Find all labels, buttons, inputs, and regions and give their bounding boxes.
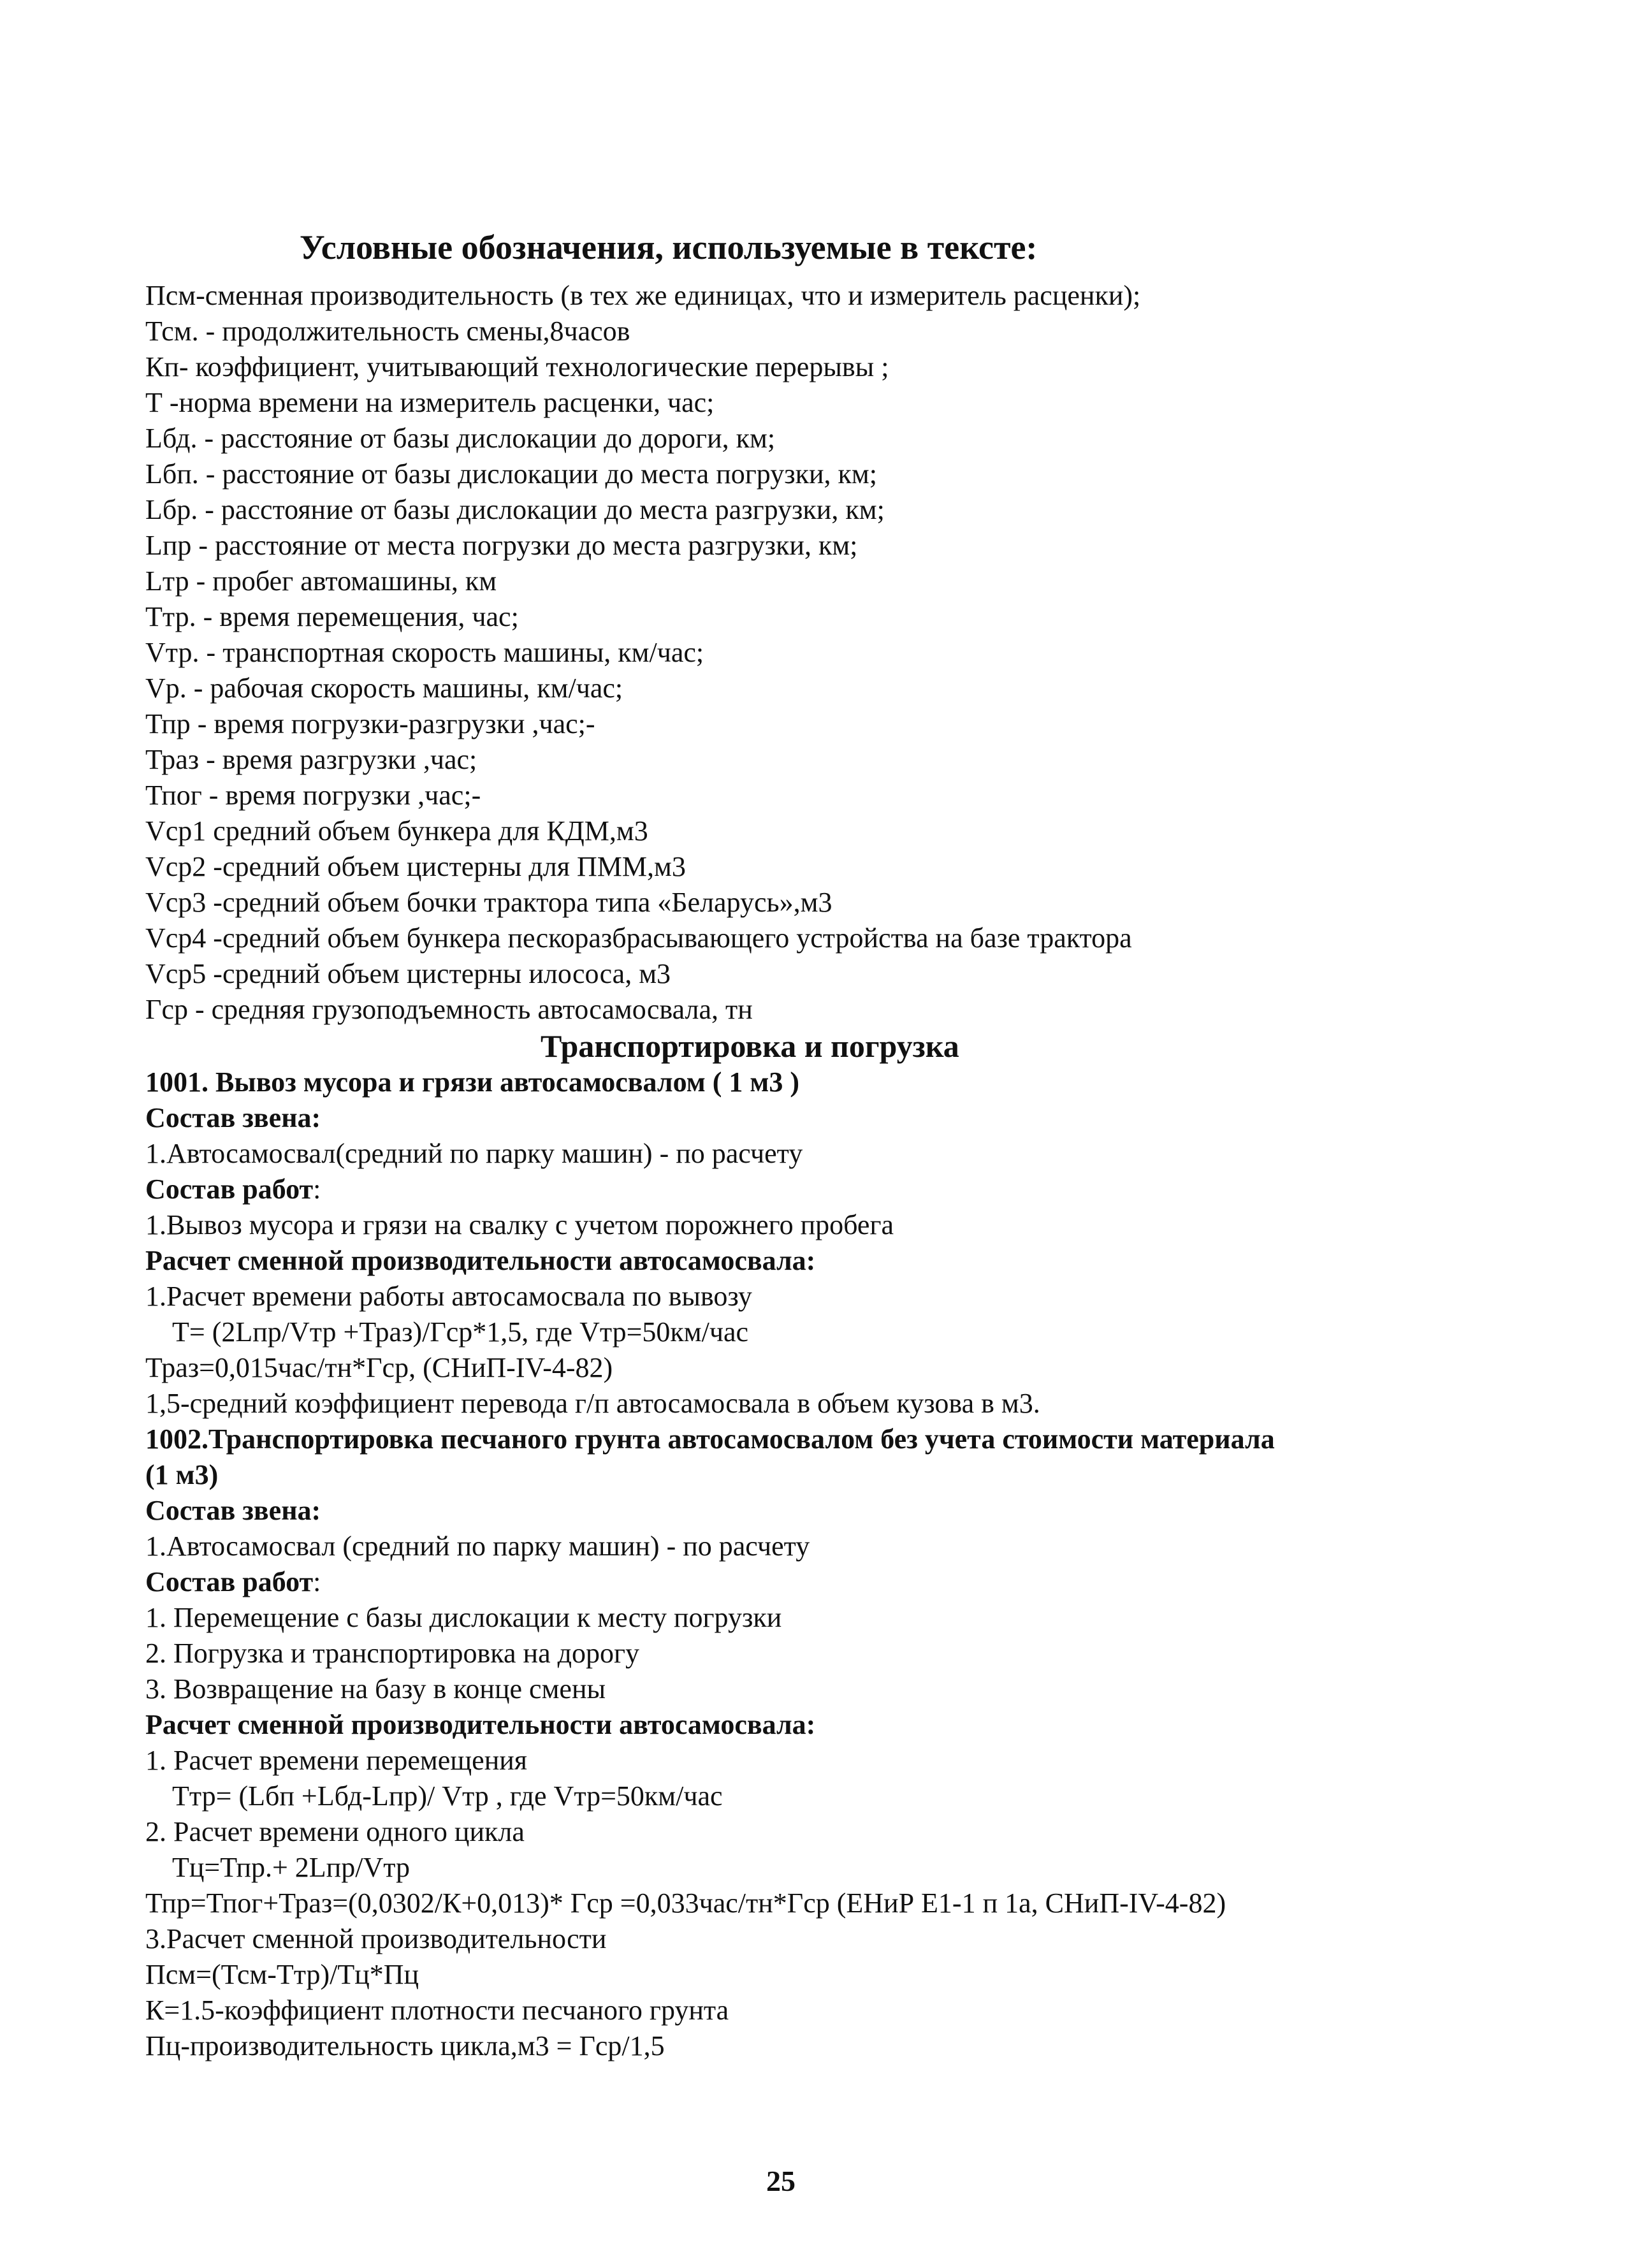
formula: Псм=(Тсм-Ттр)/Тц*Пц bbox=[145, 1959, 419, 1990]
works-item: 2. Погрузка и транспортировка на дорогу bbox=[145, 1638, 640, 1669]
calc-item: 1. Расчет времени перемещения bbox=[145, 1745, 528, 1776]
calc-heading: Расчет сменной производительности автосамосвала: bbox=[145, 1709, 816, 1740]
legend-title: Условные обозначения, используемые в тексте: bbox=[300, 228, 1038, 266]
formula: Траз=0,015час/тн*Гср, (СНиП-IV-4-82) bbox=[145, 1352, 613, 1383]
page-number: 25 bbox=[766, 2165, 796, 2197]
works-heading-colon: : bbox=[313, 1566, 321, 1597]
legend-item: Vр. - рабочая скорость машины, км/час; bbox=[145, 672, 623, 704]
legend-item: Гср - средняя грузоподъемность автосамосвала, тн bbox=[145, 994, 753, 1025]
calc-item: 1.Расчет времени работы автосамосвала по вывозу bbox=[145, 1281, 752, 1312]
calc-item: 3.Расчет сменной производительности bbox=[145, 1923, 607, 1954]
legend-item: Псм-сменная производительность (в тех же единицах, что и измеритель расценки); bbox=[145, 280, 1141, 311]
crew-heading: Состав звена: bbox=[145, 1102, 321, 1133]
legend-item: Vср4 -средний объем бункера пескоразбрасывающего устройства на базе трактора bbox=[145, 922, 1132, 954]
section-title: Транспортировка и погрузка bbox=[541, 1028, 959, 1064]
legend-item: Vср3 -средний объем бочки трактора типа «Беларусь»,м3 bbox=[145, 887, 832, 918]
works-heading-colon: : bbox=[313, 1174, 321, 1205]
calc-heading: Расчет сменной производительности автосамосвала: bbox=[145, 1245, 816, 1276]
legend-item: Тпр - время погрузки-разгрузки ,час;- bbox=[145, 708, 595, 739]
legend-item: Траз - время разгрузки ,час; bbox=[145, 744, 477, 775]
legend-item: Lпр - расстояние от места погрузки до места разгрузки, км; bbox=[145, 530, 858, 561]
note: 1,5-средний коэффициент перевода г/п автосамосвала в объем кузова в м3. bbox=[145, 1388, 1040, 1419]
legend-item: Lбп. - расстояние от базы дислокации до места погрузки, км; bbox=[145, 458, 877, 490]
works-item: 3. Возвращение на базу в конце смены bbox=[145, 1673, 606, 1705]
works-item: 1.Вывоз мусора и грязи на свалку с учетом порожнего пробега bbox=[145, 1209, 894, 1240]
legend-item: Т -норма времени на измеритель расценки, час; bbox=[145, 387, 715, 418]
legend-item: Тсм. - продолжительность смены,8часов bbox=[145, 316, 630, 347]
formula: Ттр= (Lбп +Lбд-Lпр)/ Vтр , где Vтр=50км/час bbox=[172, 1780, 723, 1812]
legend-item: Lтр - пробег автомашины, км bbox=[145, 565, 497, 597]
formula: Тпр=Тпог+Траз=(0,0302/К+0,013)* Гср =0,033час/тн*Гср (ЕНиР Е1-1 п 1а, СНиП-IV-4-82) bbox=[145, 1887, 1226, 1919]
calc-item: 2. Расчет времени одного цикла bbox=[145, 1816, 525, 1847]
works-heading-label: Состав работ bbox=[145, 1174, 314, 1205]
section-1002-title-unit: (1 м3) bbox=[145, 1459, 219, 1490]
legend-item: Ттр. - время перемещения, час; bbox=[145, 601, 519, 632]
legend-item: Кп- коэффициент, учитывающий технологические перерывы ; bbox=[145, 351, 889, 382]
crew-item: 1.Автосамосвал (средний по парку машин) - по расчету bbox=[145, 1530, 810, 1562]
legend-item: Тпог - время погрузки ,час;- bbox=[145, 780, 481, 811]
works-heading-label: Состав работ bbox=[145, 1566, 314, 1597]
legend-item: Vср1 средний объем бункера для КДМ,м3 bbox=[145, 815, 648, 847]
works-heading bbox=[145, 1172, 321, 1207]
note: Пц-производительность цикла,м3 = Гср/1,5 bbox=[145, 2030, 665, 2061]
legend-item: Vср5 -средний объем цистерны илососа, м3 bbox=[145, 958, 671, 989]
legend-item: Vтр. - транспортная скорость машины, км/час; bbox=[145, 637, 704, 668]
section-1001-title: 1001. Вывоз мусора и грязи автосамосвалом ( 1 м3 ) bbox=[145, 1066, 800, 1098]
works-item: 1. Перемещение с базы дислокации к месту погрузки bbox=[145, 1602, 782, 1633]
works-heading bbox=[145, 1564, 321, 1600]
crew-item: 1.Автосамосвал(средний по парку машин) - по расчету bbox=[145, 1138, 803, 1169]
crew-heading: Состав звена: bbox=[145, 1495, 321, 1526]
legend-item: Lбр. - расстояние от базы дислокации до места разгрузки, км; bbox=[145, 494, 885, 525]
formula: Тц=Тпр.+ 2Lпр/Vтр bbox=[172, 1852, 410, 1883]
note: К=1.5-коэффициент плотности песчаного грунта bbox=[145, 1995, 729, 2026]
legend-item: Lбд. - расстояние от базы дислокации до дороги, км; bbox=[145, 423, 776, 454]
legend-item: Vср2 -средний объем цистерны для ПММ,м3 bbox=[145, 851, 686, 882]
formula: Т= (2Lпр/Vтр +Траз)/Гср*1,5, где Vтр=50км/час bbox=[172, 1316, 749, 1348]
section-1002-title: 1002.Транспортировка песчаного грунта автосамосвалом без учета стоимости материала bbox=[145, 1423, 1275, 1455]
